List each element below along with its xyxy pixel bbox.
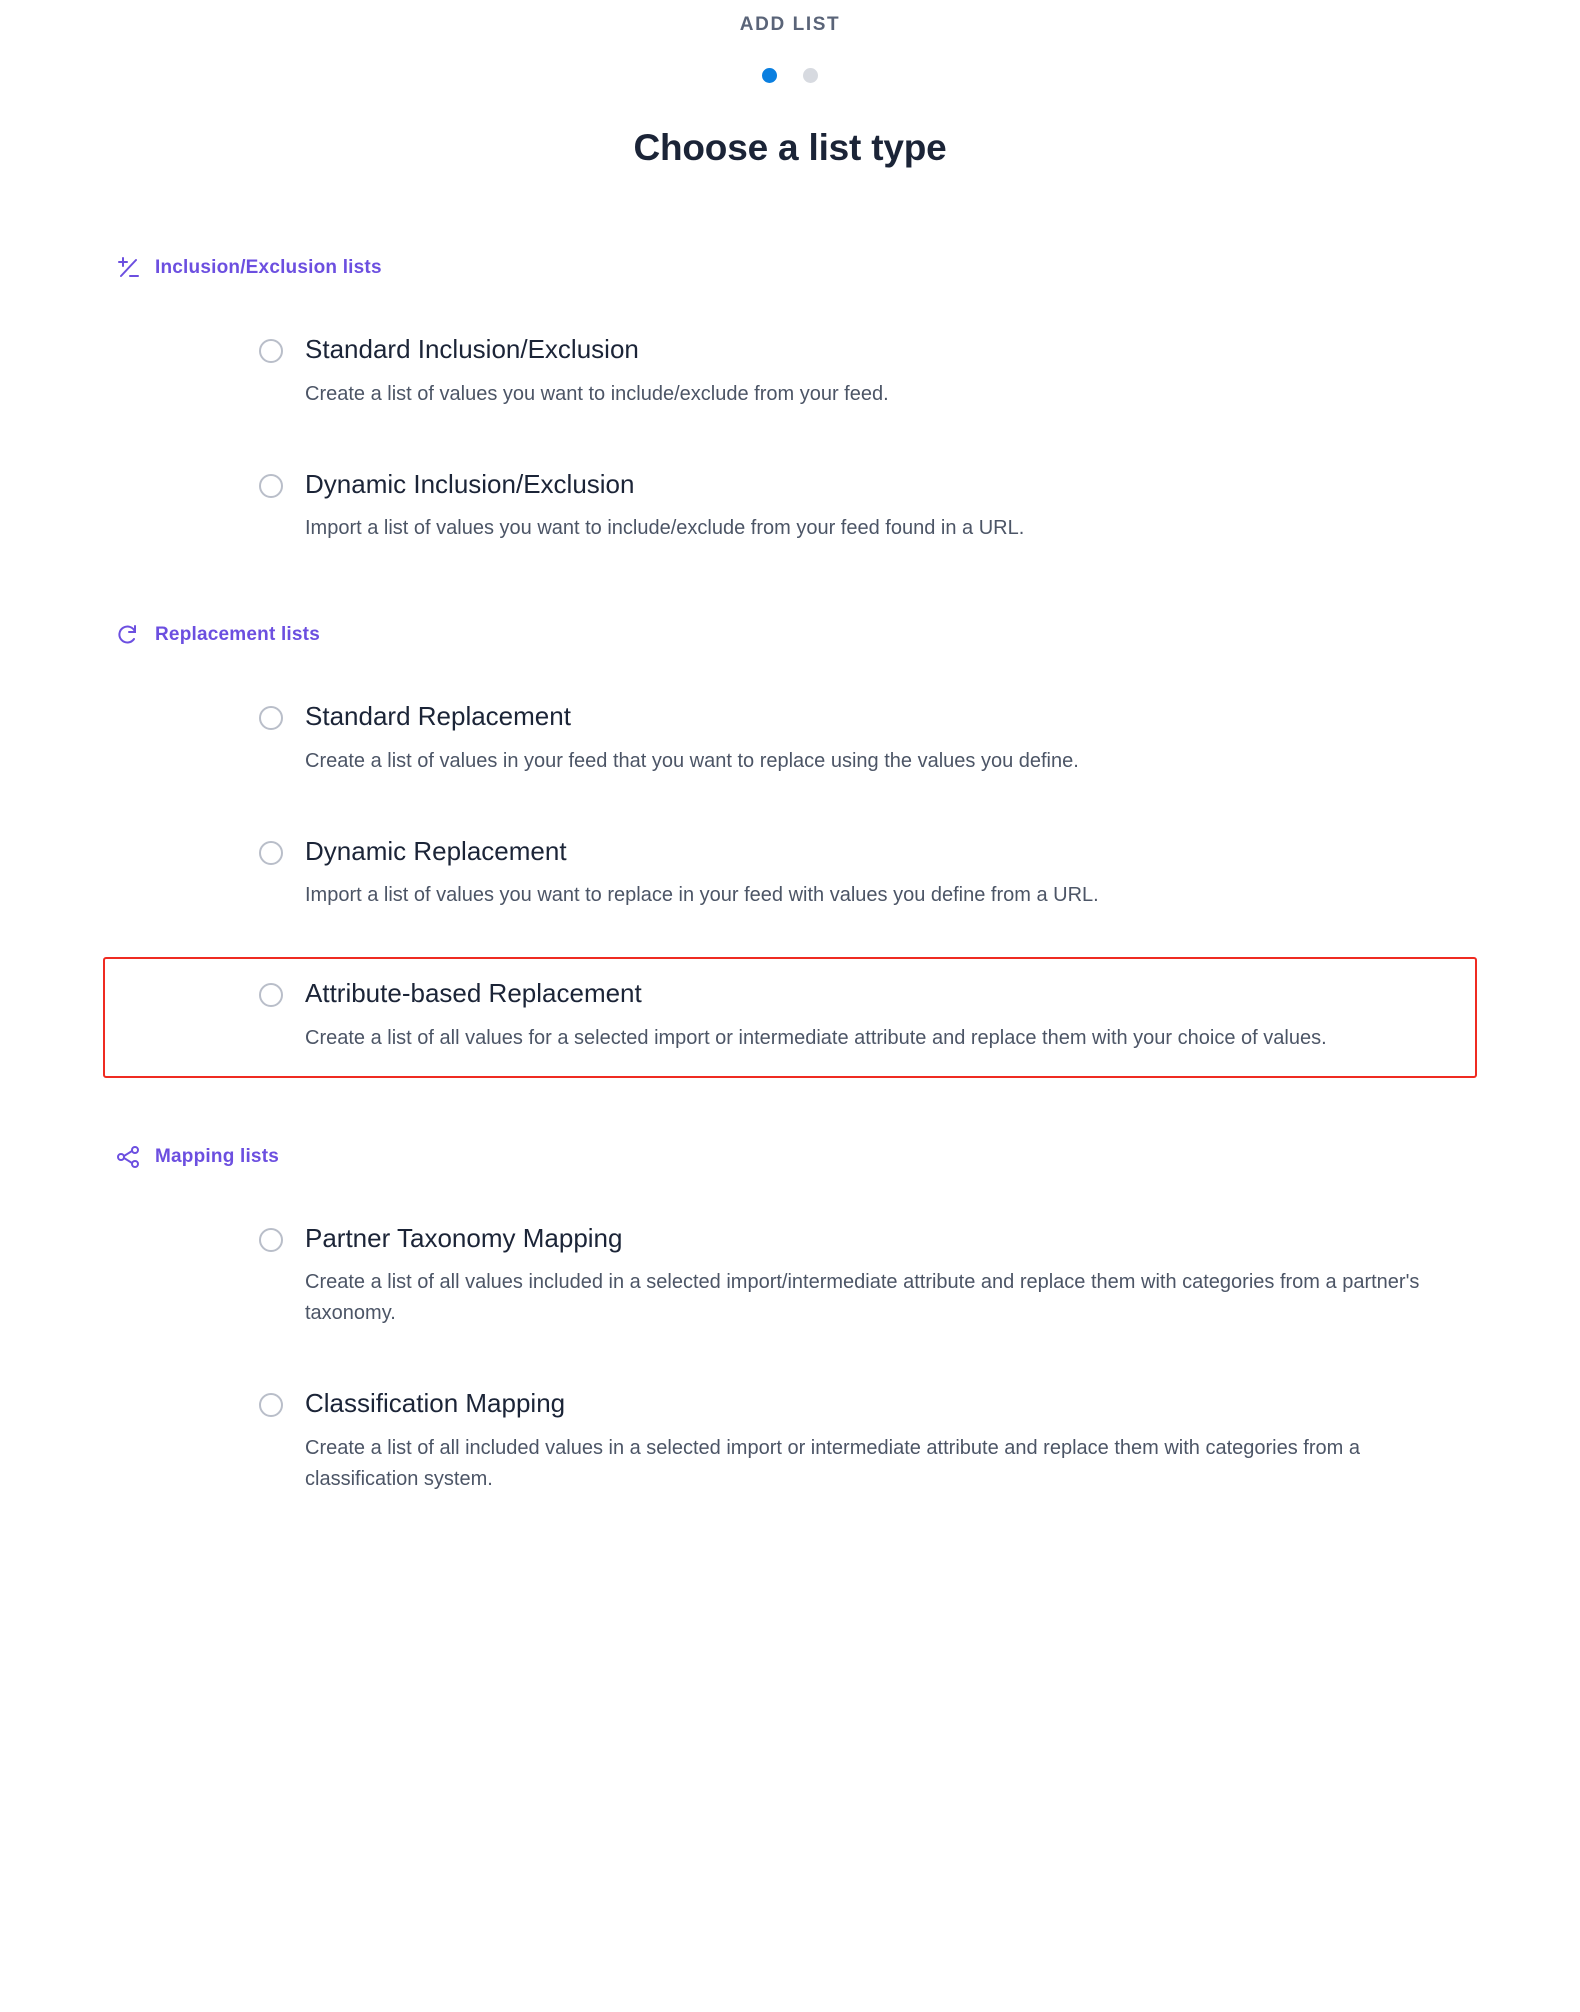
group-mapping [103, 1144, 1477, 1507]
option-body [305, 1387, 1461, 1495]
option-description: Create a list of all values for a selected import or intermediate attribute and replace them with your choice of values. [305, 1026, 1327, 1049]
radio-button[interactable] [259, 339, 283, 363]
option-dynamic-replacement[interactable] [103, 823, 1477, 924]
step-dot-1[interactable] [762, 68, 777, 83]
list-type-options [55, 255, 1525, 1507]
option-standard-inclusion-exclusion[interactable] [103, 321, 1477, 422]
option-description: Import a list of values you want to replace in your feed with values you define from a URL. [305, 884, 1099, 906]
group-header [115, 622, 1477, 648]
radio-button[interactable] [259, 841, 283, 865]
option-description: Create a list of all included values in a selected import or intermediate attribute and replace them with categories from a classification system. [305, 1436, 1360, 1490]
refresh-cycle-icon [115, 622, 141, 648]
option-dynamic-inclusion-exclusion[interactable] [103, 456, 1477, 557]
option-description: Create a list of all values included in a selected import/intermediate attribute and replace them with categories from a partner's taxonomy. [305, 1271, 1420, 1324]
page-title: Choose a list type [633, 127, 947, 168]
group-inclusion-exclusion [103, 255, 1477, 556]
option-body [305, 977, 1461, 1054]
group-label: Mapping lists [155, 1145, 279, 1167]
group-replacement [103, 622, 1477, 1078]
option-label: Dynamic Replacement [305, 835, 567, 866]
option-description: Import a list of values you want to include/exclude from your feed found in a URL. [305, 517, 1025, 539]
option-body [305, 333, 1461, 410]
option-body [305, 700, 1461, 777]
option-standard-replacement[interactable] [103, 688, 1477, 789]
radio-button[interactable] [259, 983, 283, 1007]
group-label: Inclusion/Exclusion lists [155, 257, 382, 278]
node-mapping-icon [115, 1144, 141, 1170]
option-classification-mapping[interactable] [103, 1375, 1477, 1507]
option-body [305, 1222, 1461, 1330]
radio-button[interactable] [259, 1393, 283, 1417]
option-body [305, 835, 1461, 912]
option-attribute-based-replacement[interactable] [103, 957, 1477, 1078]
wizard-header [0, 0, 1580, 83]
option-label: Standard Replacement [305, 701, 571, 731]
wizard-title: ADD LIST [739, 14, 841, 35]
option-label: Dynamic Inclusion/Exclusion [305, 468, 635, 499]
option-label: Classification Mapping [305, 1388, 566, 1418]
option-label: Standard Inclusion/Exclusion [305, 334, 639, 364]
option-description: Create a list of values you want to include/exclude from your feed. [305, 382, 889, 405]
option-partner-taxonomy-mapping[interactable] [103, 1210, 1477, 1342]
group-header [115, 1144, 1477, 1170]
option-label: Attribute-based Replacement [305, 978, 642, 1008]
group-label: Replacement lists [155, 624, 320, 645]
option-description: Create a list of values in your feed that you want to replace using the values you define. [305, 749, 1079, 772]
radio-button[interactable] [259, 1228, 283, 1252]
step-dot-2[interactable] [803, 68, 818, 83]
radio-button[interactable] [259, 706, 283, 730]
plus-minus-icon [115, 255, 141, 281]
option-label: Partner Taxonomy Mapping [305, 1222, 623, 1253]
radio-button[interactable] [259, 474, 283, 498]
step-indicator [0, 68, 1580, 83]
option-body [305, 468, 1461, 545]
group-header [115, 255, 1477, 281]
